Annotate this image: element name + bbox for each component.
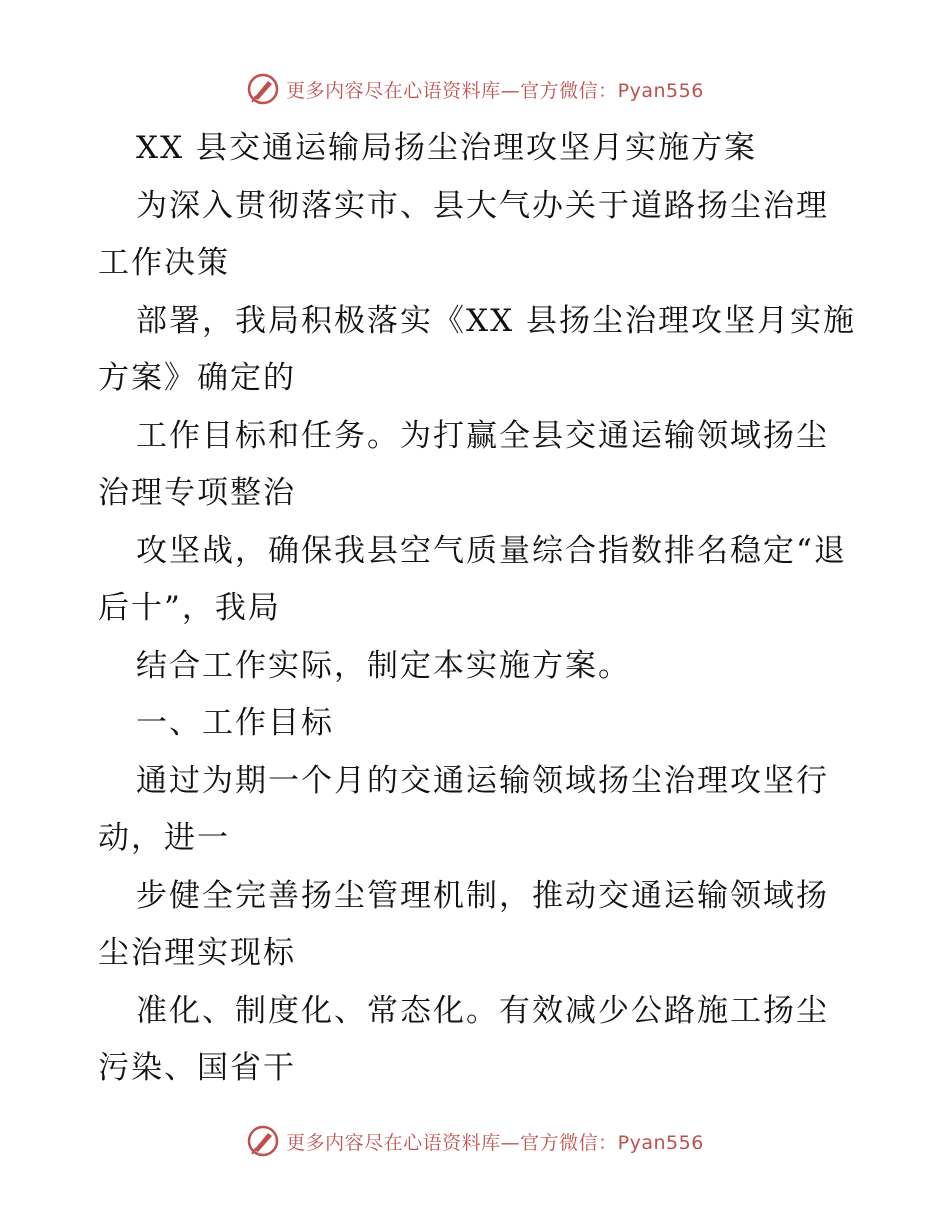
paragraph: 为深入贯彻落实市、县大气办关于道路扬尘治理工作决策 <box>98 187 829 281</box>
paragraph: 准化、制度化、常态化。有效减少公路施工扬尘污染、国省干 <box>98 992 829 1086</box>
header-banner-text: 更多内容尽在心语资料库—官方微信：Pyan556 <box>286 79 704 102</box>
footer-banner-text: 更多内容尽在心语资料库—官方微信：Pyan556 <box>286 1131 704 1154</box>
paragraph: 步健全完善扬尘管理机制，推动交通运输领域扬尘治理实现标 <box>98 877 829 971</box>
document-title: XX 县交通运输局扬尘治理攻坚月实施方案 <box>136 130 757 166</box>
header-banner <box>0 72 950 106</box>
section-heading: 一、工作目标 <box>136 705 334 741</box>
paragraph: 工作目标和任务。为打赢全县交通运输领域扬尘治理专项整治 <box>98 417 829 511</box>
footer-banner <box>0 1124 950 1158</box>
paragraph: 部署，我局积极落实《XX 县扬尘治理攻坚月实施方案》确定的 <box>98 302 856 396</box>
quill-logo-icon <box>246 72 280 106</box>
paragraph: 通过为期一个月的交通运输领域扬尘治理攻坚行动，进一 <box>98 762 829 856</box>
paragraph: 攻坚战，确保我县空气质量综合指数排名稳定“退后十”，我局 <box>98 532 847 626</box>
document-body <box>98 120 858 1098</box>
quill-logo-icon <box>246 1124 280 1158</box>
paragraph: 结合工作实际，制定本实施方案。 <box>136 647 631 684</box>
